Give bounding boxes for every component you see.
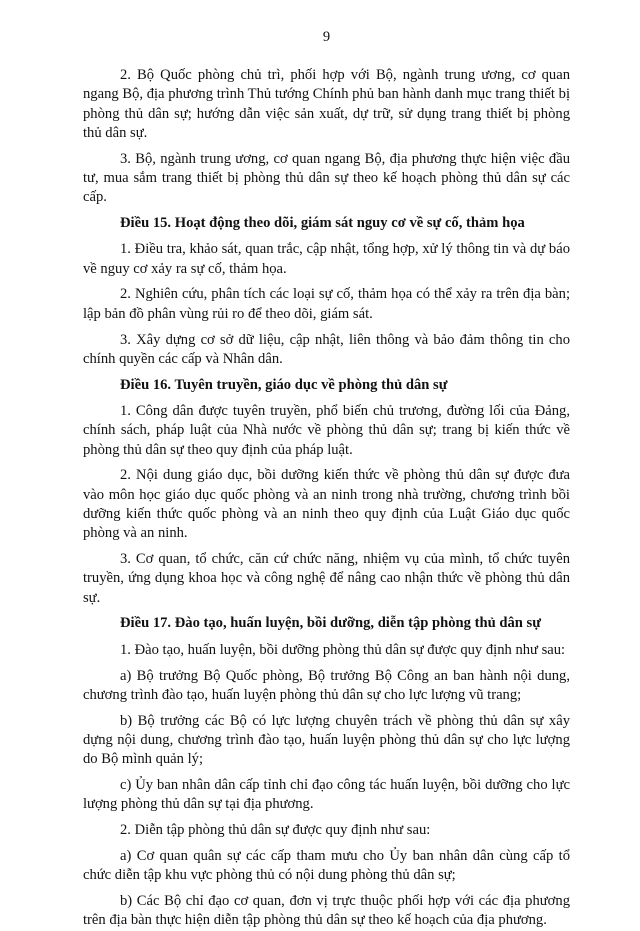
document-body: [83, 66, 570, 931]
paragraph: 3. Cơ quan, tổ chức, căn cứ chức năng, nhiệm vụ của mình, tổ chức tuyên truyền, ứng dụng khoa học và công nghệ để nâng cao nhận thức về phòng thủ dân sự.: [83, 551, 570, 606]
paragraph: 1. Đào tạo, huấn luyện, bồi dưỡng phòng thủ dân sự được quy định như sau:: [120, 641, 566, 658]
paragraph: 2. Bộ Quốc phòng chủ trì, phối hợp với Bộ, ngành trung ương, cơ quan ngang Bộ, địa phương trình Thủ tướng Chính phủ ban hành danh mục trang thiết bị phòng thủ dân sự; hướng dẫn việc sản xuất, dự trữ, sử dụng trang thiết bị phòng thủ dân sự.: [83, 67, 570, 141]
paragraph: 2. Nghiên cứu, phân tích các loại sự cố, thảm họa có thể xảy ra trên địa bàn; lập bản đồ phân vùng rủi ro để theo dõi, giám sát.: [83, 286, 570, 322]
paragraph: a) Bộ trưởng Bộ Quốc phòng, Bộ trưởng Bộ Công an ban hành nội dung, chương trình đào tạo, huấn luyện phòng thủ dân sự cho lực lượng vũ trang;: [83, 667, 570, 703]
paragraph: b) Bộ trưởng các Bộ có lực lượng chuyên trách về phòng thủ dân sự xây dựng nội dung, chương trình đào tạo, huấn luyện phòng thủ dân sự cho lực lượng do Bộ mình quản lý;: [83, 712, 570, 768]
paragraph: c) Ủy ban nhân dân cấp tỉnh chỉ đạo công tác huấn luyện, bồi dưỡng cho lực lượng phòng thủ dân sự tại địa phương.: [83, 777, 570, 813]
paragraph: 1. Công dân được tuyên truyền, phổ biến chủ trương, đường lối của Đảng, chính sách, pháp luật của Nhà nước về phòng thủ dân sự; trang bị kiến thức về phòng thủ dân sự theo quy định của pháp luật.: [83, 402, 570, 458]
paragraph: 2. Nội dung giáo dục, bồi dưỡng kiến thức về phòng thủ dân sự được đưa vào môn học giáo dục quốc phòng và an ninh trong nhà trường, chương trình bồi dưỡng kiến thức quốc phòng và an ninh theo quy định của Luật Giáo dục quốc phòng và an ninh.: [83, 467, 570, 542]
article-heading: Điều 15. Hoạt động theo dõi, giám sát nguy cơ về sự cố, thảm họa: [120, 215, 525, 232]
paragraph: 3. Xây dựng cơ sở dữ liệu, cập nhật, liên thông và bảo đảm thông tin cho chính quyền các cấp và Nhân dân.: [83, 331, 570, 367]
paragraph: 3. Bộ, ngành trung ương, cơ quan ngang Bộ, địa phương thực hiện việc đầu tư, mua sắm trang thiết bị phòng thủ dân sự theo kế hoạch phòng thủ dân sự các cấp.: [83, 150, 570, 206]
paragraph: a) Cơ quan quân sự các cấp tham mưu cho Ủy ban nhân dân cùng cấp tổ chức diễn tập khu vực phòng thủ có nội dung phòng thủ dân sự;: [83, 847, 570, 884]
paragraph: b) Các Bộ chỉ đạo cơ quan, đơn vị trực thuộc phối hợp với các địa phương trên địa bàn thực hiện diễn tập phòng thủ dân sự theo kế hoạch của địa phương.: [83, 892, 570, 929]
article-heading: Điều 17. Đào tạo, huấn luyện, bồi dưỡng, diễn tập phòng thủ dân sự: [120, 615, 541, 632]
article-heading: Điều 16. Tuyên truyền, giáo dục về phòng thủ dân sự: [120, 376, 448, 393]
page-number: 9: [322, 29, 331, 45]
paragraph: 2. Diễn tập phòng thủ dân sự được quy định như sau:: [120, 822, 431, 839]
paragraph: 1. Điều tra, khảo sát, quan trắc, cập nhật, tổng hợp, xử lý thông tin và dự báo về nguy cơ xảy ra sự cố, thảm họa.: [83, 241, 570, 277]
